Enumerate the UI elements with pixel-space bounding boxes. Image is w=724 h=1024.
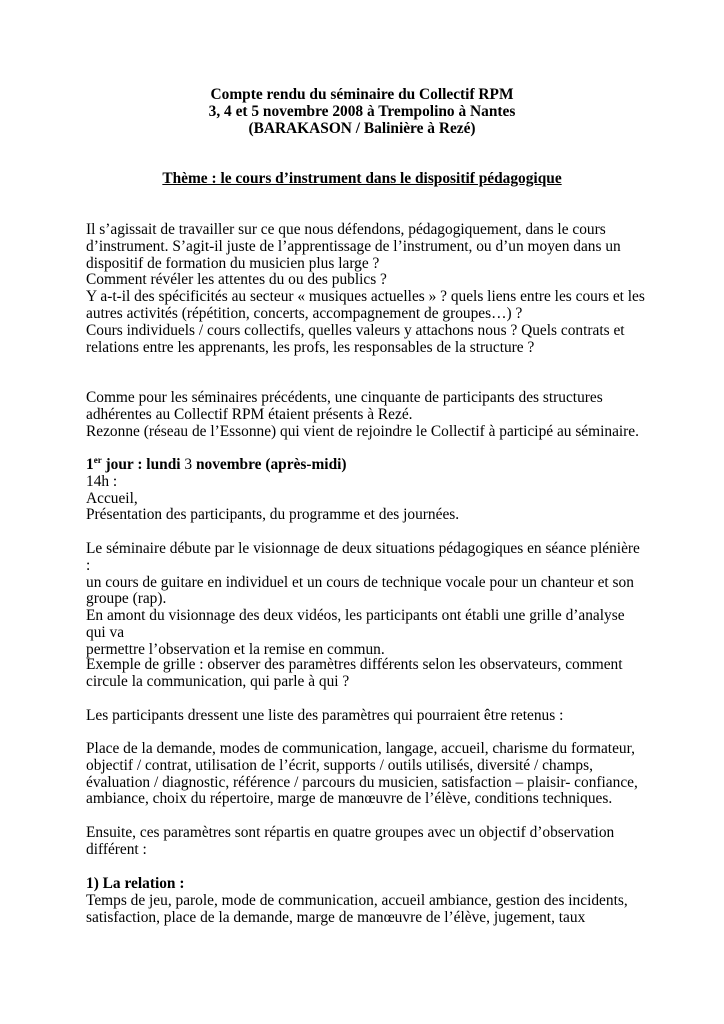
text-line: d’instrument. S’agit-il juste de l’apprentissage de l’instrument, ou d’un moyen dans un (86, 237, 621, 255)
text-line: évaluation / diagnostic, référence / parcours du musicien, satisfaction – plaisir- confiance, (86, 773, 638, 791)
text-line: différent : (86, 840, 147, 858)
text-line: objectif / contrat, utilisation de l’écrit, supports / outils utilisés, diversité / champs, (86, 756, 593, 774)
params-paragraph (86, 741, 646, 808)
text-line: relations entre les apprenants, les profs, les responsables de la structure ? (86, 338, 535, 356)
text-line: Il s’agissait de travailler sur ce que nous défendons, pédagogiquement, dans le cours (86, 221, 606, 238)
text-line: autres activités (répétition, concerts, accompagnement de groupes…) ? (86, 304, 523, 322)
day1-heading-a: jour : lundi (101, 456, 185, 473)
day1-heading (86, 454, 646, 474)
text-line: Ensuite, ces paramètres sont répartis en quatre groupes avec un objectif d’observation (86, 824, 615, 841)
theme-heading: Thème : le cours d’instrument dans le dispositif pédagogique (162, 170, 562, 187)
text-line: satisfaction, place de la demande, marge de manœuvre de l’élève, jugement, taux (86, 908, 586, 926)
header-title: Compte rendu du séminaire du Collectif RPM (210, 86, 514, 103)
header-dates: 3, 4 et 5 novembre 2008 à Trempolino à Nantes (208, 103, 516, 120)
text-line: un cours de guitare en individuel et un cours de technique vocale pour un chanteur et son (86, 573, 634, 591)
text-line: Y a-t-il des spécificités au secteur « musiques actuelles » ? quels liens entre les cours et les (86, 288, 645, 306)
relation-section (86, 876, 646, 926)
amont-paragraph (86, 608, 646, 658)
liste-paragraph (86, 708, 646, 725)
text-line: permettre l’observation et la remise en commun. (86, 640, 385, 658)
text-line: Exemple de grille : observer des paramètres différents selon les observateurs, comment (86, 656, 623, 673)
text-line: Cours individuels / cours collectifs, quelles valeurs y attachons nous ? Quels contrats et (86, 321, 625, 339)
day1-heading-b: novembre (après-midi) (192, 456, 347, 473)
document-header (0, 86, 724, 137)
text-line: Accueil, (86, 489, 138, 507)
text-line: Les participants dressent une liste des paramètres qui pourraient être retenus : (86, 707, 564, 724)
text-line: circule la communication, qui parle à qui ? (86, 672, 350, 690)
day1-sup: er (93, 454, 102, 465)
day1-section (86, 454, 646, 524)
header-venue: (BARAKASON / Balinière à Rezé) (248, 120, 476, 137)
text-line: ambiance, choix du répertoire, marge de manœuvre de l’élève, conditions techniques. (86, 790, 613, 808)
text-line: En amont du visionnage des deux vidéos, les participants ont établi une grille d’analyse qui va (86, 607, 625, 641)
text-line: Temps de jeu, parole, mode de communication, accueil ambiance, gestion des incidents, (86, 891, 628, 909)
participants-paragraph (86, 390, 646, 440)
seminaire-paragraph (86, 541, 646, 608)
text-line: adhérentes au Collectif RPM étaient présents à Rezé. (86, 405, 413, 423)
day1-heading-date: 3 (184, 456, 193, 473)
text-line: Comme pour les séminaires précédents, une cinquante de participants des structures (86, 389, 603, 406)
day1-num: 1 (86, 456, 94, 473)
text-line: Place de la demande, modes de communication, langage, accueil, charisme du formateur, (86, 740, 635, 757)
ensuite-paragraph (86, 825, 646, 859)
text-line: dispositif de formation du musicien plus large ? (86, 254, 380, 272)
intro-paragraph (86, 222, 646, 356)
relation-heading: 1) La relation : (86, 875, 185, 892)
text-line: Comment révéler les attentes du ou des publics ? (86, 271, 387, 289)
text-line: Présentation des participants, du programme et des journées. (86, 506, 460, 524)
text-line: groupe (rap). (86, 590, 167, 608)
exemple-paragraph (86, 657, 646, 691)
text-line: Le séminaire débute par le visionnage de deux situations pédagogiques en séance plénière : (86, 540, 640, 574)
text-line: Rezonne (réseau de l’Essonne) qui vient de rejoindre le Collectif à participé au séminaire. (86, 422, 639, 440)
day1-time: 14h : (86, 472, 118, 490)
